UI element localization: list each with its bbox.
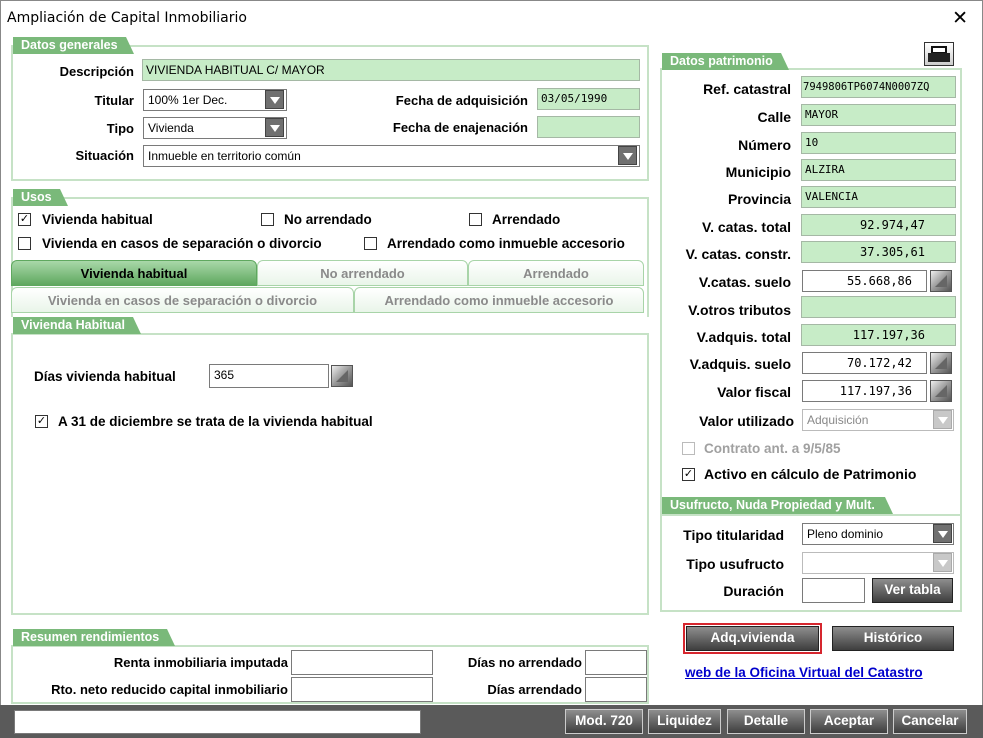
- ref-catastral-label: Ref. catastral: [703, 81, 791, 97]
- tipo-usufructo-dropdown-icon[interactable]: [933, 553, 952, 572]
- v-catas-suelo-label: V.catas. suelo: [698, 274, 791, 290]
- fecha-adquisicion-label: Fecha de adquisición: [395, 93, 528, 108]
- aceptar-button[interactable]: Aceptar: [810, 709, 888, 734]
- valor-fiscal-field[interactable]: 117.197,36: [802, 380, 927, 402]
- tipo-titularidad-dropdown-icon[interactable]: [933, 524, 952, 543]
- rto-neto-label: Rto. neto reducido capital inmobiliario: [51, 682, 288, 697]
- provincia-label: Provincia: [727, 191, 791, 207]
- v-adquis-total-label: V.adquis. total: [696, 329, 791, 345]
- tipo-dropdown-icon[interactable]: [265, 118, 284, 137]
- usufructo-header: Usufructo, Nuda Propiedad y Mult.: [662, 497, 885, 514]
- window-title: Ampliación de Capital Inmobiliario: [7, 10, 247, 26]
- status-field[interactable]: [14, 710, 421, 734]
- tipo-label: Tipo: [106, 121, 134, 136]
- tipo-titularidad-select[interactable]: Pleno dominio: [802, 523, 954, 545]
- tab-no-arrendado[interactable]: No arrendado: [257, 260, 468, 286]
- valor-fiscal-label: Valor fiscal: [717, 384, 791, 400]
- resumen-header: Resumen rendimientos: [13, 629, 167, 646]
- cancelar-button[interactable]: Cancelar: [893, 709, 967, 734]
- close-icon[interactable]: ✕: [952, 7, 968, 29]
- label-no-arrendado: No arrendado: [284, 212, 372, 227]
- fecha-enajenacion-field[interactable]: [537, 116, 640, 138]
- check-31-diciembre[interactable]: ✓: [36, 415, 47, 427]
- check-contrato-ant[interactable]: [682, 442, 695, 455]
- title-bar: [0, 0, 983, 34]
- label-arrendado: Arrendado: [492, 212, 561, 227]
- valor-fiscal-calc-icon[interactable]: [930, 380, 952, 402]
- descripcion-label: Descripción: [59, 64, 134, 79]
- check-no-arrendado[interactable]: [261, 213, 274, 226]
- valor-utilizado-label: Valor utilizado: [699, 413, 794, 429]
- usufructo-divider: [660, 514, 962, 516]
- label-31-diciembre: A 31 de diciembre se trata de la vivienda habitual: [58, 414, 373, 429]
- calle-field[interactable]: MAYOR: [801, 104, 956, 126]
- check-arrendado[interactable]: [469, 213, 482, 226]
- adq-vivienda-button[interactable]: Adq.vivienda: [686, 626, 819, 651]
- tipo-select[interactable]: Vivienda: [143, 117, 287, 139]
- v-adquis-suelo-label: V.adquis. suelo: [689, 356, 791, 372]
- usos-header: Usos: [13, 189, 60, 206]
- municipio-label: Municipio: [725, 164, 791, 180]
- duracion-label: Duración: [723, 583, 784, 599]
- dias-vivienda-label: Días vivienda habitual: [34, 369, 176, 384]
- v-catas-suelo-calc-icon[interactable]: [930, 270, 952, 292]
- numero-field[interactable]: 10: [801, 132, 956, 154]
- check-vivienda-habitual[interactable]: ✓: [19, 213, 30, 225]
- valor-utilizado-dropdown-icon[interactable]: [933, 410, 952, 429]
- ver-tabla-button[interactable]: Ver tabla: [872, 578, 953, 603]
- dias-no-arrendado-label: Días no arrendado: [467, 655, 582, 670]
- tipo-usufructo-select[interactable]: [802, 552, 954, 574]
- check-separacion-divorcio[interactable]: [18, 237, 31, 250]
- v-adquis-total-field[interactable]: 117.197,36: [801, 324, 956, 346]
- tab-arrendado-accesorio[interactable]: Arrendado como inmueble accesorio: [354, 287, 644, 313]
- situacion-select[interactable]: Inmueble en territorio común: [143, 145, 640, 167]
- ref-catastral-field[interactable]: 7949806TP6074N0007ZQ: [801, 76, 956, 98]
- fecha-enajenacion-label: Fecha de enajenación: [392, 120, 528, 135]
- v-otros-tributos-field[interactable]: [801, 296, 956, 318]
- tab-vivienda-habitual[interactable]: Vivienda habitual: [11, 260, 257, 286]
- tipo-usufructo-label: Tipo usufructo: [686, 556, 784, 572]
- titular-select[interactable]: 100% 1er Dec.: [143, 89, 287, 111]
- v-catas-constr-field[interactable]: 37.305,61: [801, 241, 956, 263]
- label-separacion-divorcio: Vivienda en casos de separación o divorcio: [42, 236, 322, 251]
- numero-label: Número: [738, 137, 791, 153]
- printer-icon[interactable]: [924, 42, 954, 66]
- v-catas-suelo-field[interactable]: 55.668,86: [802, 270, 927, 292]
- dias-arrendado-field[interactable]: [585, 677, 647, 702]
- label-activo-patrimonio: Activo en cálculo de Patrimonio: [704, 466, 917, 482]
- v-catas-constr-label: V. catas. constr.: [685, 246, 791, 262]
- web-catastro-link[interactable]: web de la Oficina Virtual del Catastro: [685, 665, 923, 680]
- renta-imputada-field[interactable]: [291, 650, 433, 675]
- check-arrendado-accesorio[interactable]: [364, 237, 377, 250]
- detalle-button[interactable]: Detalle: [727, 709, 805, 734]
- v-catas-total-label: V. catas. total: [702, 219, 791, 235]
- renta-imputada-label: Renta inmobiliaria imputada: [113, 655, 288, 670]
- vivienda-habitual-header: Vivienda Habitual: [13, 317, 133, 334]
- dias-no-arrendado-field[interactable]: [585, 650, 647, 675]
- dias-arrendado-label: Días arrendado: [487, 682, 582, 697]
- fecha-adquisicion-field[interactable]: 03/05/1990: [537, 88, 640, 110]
- titular-label: Titular: [94, 93, 134, 108]
- dias-vivienda-calc-icon[interactable]: [331, 365, 353, 387]
- datos-patrimonio-header: Datos patrimonio: [662, 53, 781, 70]
- duracion-field[interactable]: [802, 578, 865, 603]
- label-contrato-ant: Contrato ant. a 9/5/85: [704, 441, 841, 456]
- tipo-titularidad-label: Tipo titularidad: [683, 527, 784, 543]
- rto-neto-field[interactable]: [291, 677, 433, 702]
- check-activo-patrimonio[interactable]: ✓: [683, 468, 694, 480]
- tab-arrendado[interactable]: Arrendado: [468, 260, 644, 286]
- calle-label: Calle: [757, 109, 791, 125]
- label-vivienda-habitual: Vivienda habitual: [42, 212, 153, 227]
- v-otros-tributos-label: V.otros tributos: [688, 302, 791, 318]
- datos-generales-header: Datos generales: [13, 37, 126, 54]
- v-adquis-suelo-field[interactable]: 70.172,42: [802, 352, 927, 374]
- v-catas-total-field[interactable]: 92.974,47: [801, 214, 956, 236]
- dias-vivienda-field[interactable]: 365: [209, 364, 329, 388]
- mod-720-button[interactable]: Mod. 720: [565, 709, 643, 734]
- descripcion-field[interactable]: VIVIENDA HABITUAL C/ MAYOR: [142, 59, 640, 81]
- provincia-field[interactable]: VALENCIA: [801, 186, 956, 208]
- historico-button[interactable]: Histórico: [832, 626, 954, 651]
- situacion-dropdown-icon[interactable]: [618, 146, 637, 165]
- situacion-label: Situación: [75, 148, 134, 163]
- valor-utilizado-select[interactable]: Adquisición: [802, 409, 954, 431]
- liquidez-button[interactable]: Liquidez: [648, 709, 721, 734]
- label-arrendado-accesorio: Arrendado como inmueble accesorio: [387, 236, 625, 251]
- v-adquis-suelo-calc-icon[interactable]: [930, 352, 952, 374]
- tab-separacion-divorcio[interactable]: Vivienda en casos de separación o divorcio: [11, 287, 354, 313]
- titular-dropdown-icon[interactable]: [265, 90, 284, 109]
- municipio-field[interactable]: ALZIRA: [801, 159, 956, 181]
